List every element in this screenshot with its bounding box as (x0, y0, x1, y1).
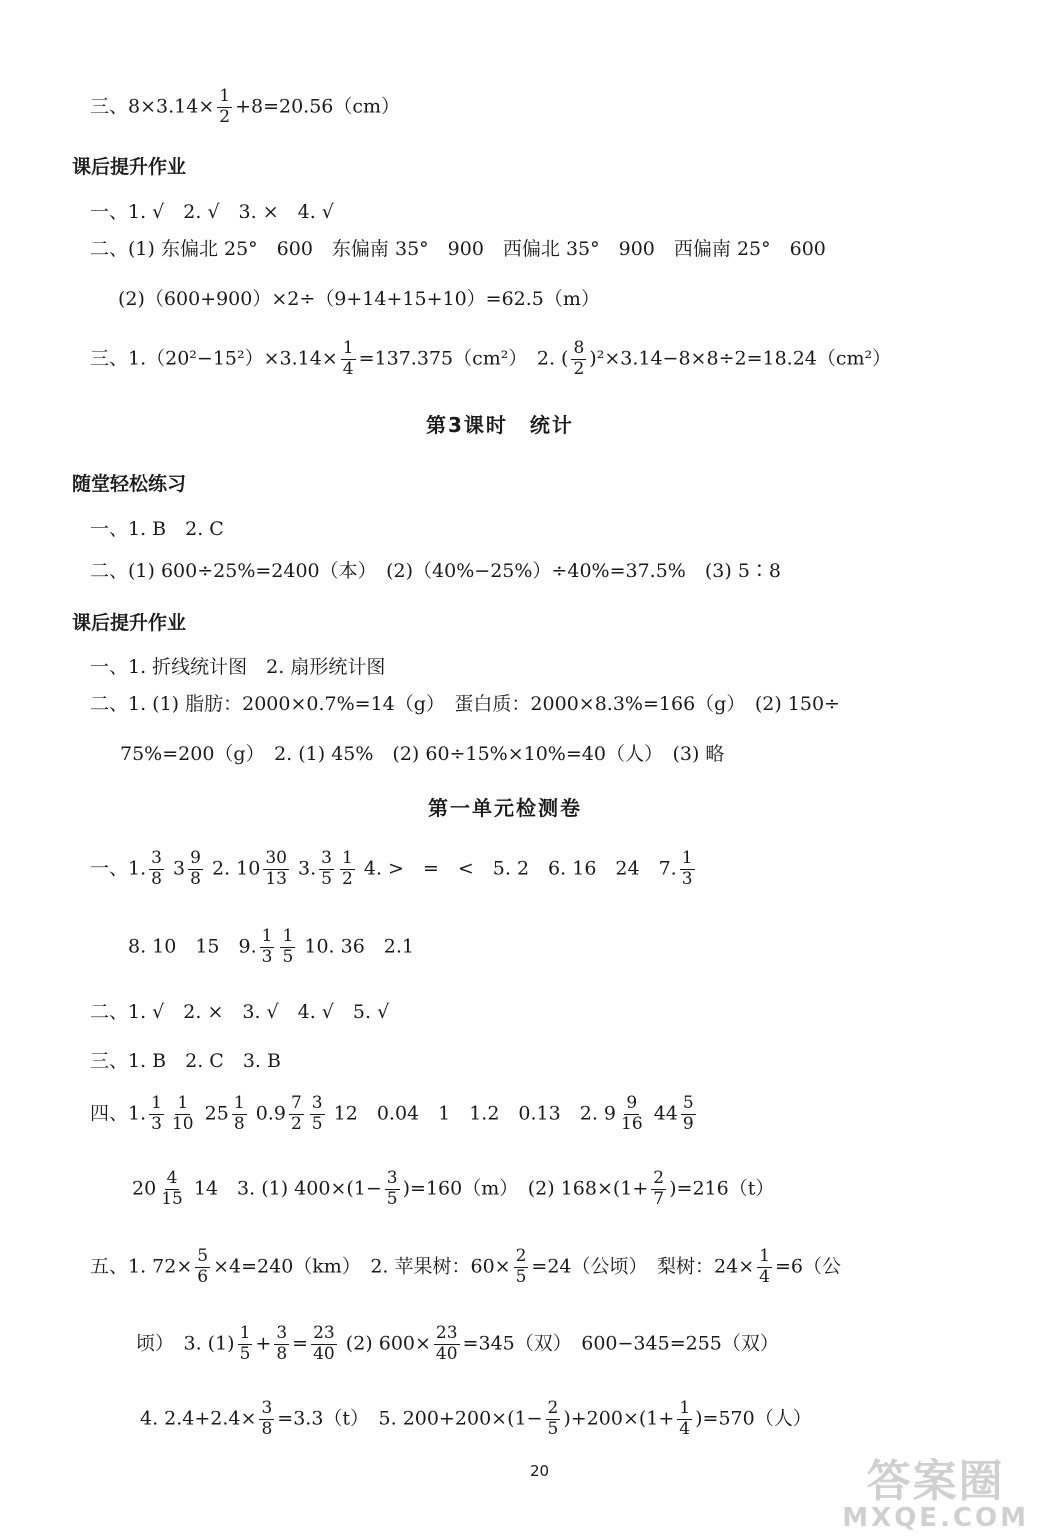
fraction: $\frac{3}{5}$ (321, 848, 332, 889)
fraction: $\frac{5}{9}$ (682, 1093, 694, 1134)
fraction: $\frac{1}{5}$ (282, 926, 294, 967)
answer-line: 4. 2.4+2.4× $\frac{3}{8}$ =3.3（t） 5. 200+200×(1− $\frac{2}{5}$ )+200×(1+ $\frac{1}{4}$ )=570（人） (140, 1398, 812, 1439)
fraction: $\frac{3}{8}$ (151, 848, 162, 889)
fraction: $\frac{1}{2}$ (219, 86, 231, 127)
fraction: $\frac{7}{2}$ (290, 1093, 302, 1134)
answer-line: 五、1. 72× $\frac{5}{6}$ ×4=240（km） 2. 苹果树：60× $\frac{2}{5}$ =24（公顷） 梨树：24× $\frac{1}{4}$ =6（公 (90, 1246, 841, 1287)
fraction: $\frac{2}{5}$ (547, 1398, 559, 1439)
test-title: 第一单元检测卷 (428, 796, 582, 820)
page-number: 20 (530, 1462, 550, 1480)
answer-line: (2)（600+900）×2÷（9+14+15+10）=62.5（m） (118, 288, 600, 310)
fraction: $\frac{23}{40}$ (313, 1323, 335, 1364)
fraction: $\frac{23}{40}$ (435, 1323, 458, 1364)
fraction: $\frac{1}{4}$ (342, 338, 354, 379)
fraction: $\frac{1}{3}$ (261, 926, 273, 967)
fraction: $\frac{1}{5}$ (239, 1323, 251, 1364)
fraction: $\frac{3}{5}$ (386, 1168, 398, 1209)
fraction: $\frac{1}{4}$ (679, 1398, 691, 1439)
fraction: $\frac{8}{2}$ (573, 338, 585, 379)
fraction: $\frac{1}{3}$ (681, 848, 693, 889)
fraction: $\frac{1}{3}$ (151, 1093, 162, 1134)
section-heading: 随堂轻松练习 (72, 473, 187, 495)
section-heading: 课后提升作业 (72, 612, 187, 634)
fraction: $\frac{5}{6}$ (197, 1246, 209, 1287)
fraction: $\frac{1}{10}$ (171, 1093, 194, 1134)
answer-line: 三、1. B 2. C 3. B (90, 1050, 281, 1072)
answer-line: 二、(1) 600÷25%=2400（本） (2)（40%−25%）÷40%=37.5% (3) 5∶8 (90, 560, 781, 582)
fraction: $\frac{4}{15}$ (161, 1168, 183, 1209)
answer-line: 8. 10 15 9. $\frac{1}{3}$ $\frac{1}{5}$ 10. 36 2.1 (128, 926, 415, 967)
answer-line-3: 三、8×3.14× $\frac{1}{2}$ +8=20.56（cm） (90, 86, 401, 127)
fraction: $\frac{3}{5}$ (311, 1093, 323, 1134)
answer-line: 三、1.（20²−15²）×3.14× $\frac{1}{4}$ =137.375（cm²） 2. ( $\frac{8}{2}$ )²×3.14−8×8÷2=18.24（cm²） (90, 338, 892, 379)
fraction: $\frac{9}{8}$ (190, 848, 201, 889)
lesson-title: 第3课时 统计 (426, 413, 574, 437)
answer-line: 一、1. $\frac{3}{8}$ 3 $\frac{9}{8}$ 2. 10 $\frac{30}{13}$ 3. $\frac{3}{5}$ $\frac{1}{2}$ 4. > = < 5. 2 6. 16 24 7. $\frac{1}{3}$ (90, 848, 693, 889)
answer-line: 二、1. (1) 脂肪：2000×0.7%=14（g） 蛋白质：2000×8.3%=166（g） (2) 150÷ (90, 693, 840, 715)
watermark-logo: 答案圈 MXQE.COM (842, 1455, 1029, 1533)
answer-line: 75%=200（g） 2. (1) 45% (2) 60÷15%×10%=40（人） (3) 略 (120, 743, 725, 765)
fraction: $\frac{30}{13}$ (265, 848, 287, 889)
answer-line: 四、1. $\frac{1}{3}$ $\frac{1}{10}$ 25 $\frac{1}{8}$ 0.9 $\frac{7}{2}$ $\frac{3}{5}$ 12 0.04 1 1.2 0.13 2. 9 $\frac{9}{16}$ 44 $\frac{5}{9}$ (90, 1093, 694, 1134)
fraction: $\frac{1}{8}$ (233, 1093, 245, 1134)
fraction: $\frac{2}{7}$ (653, 1168, 665, 1209)
fraction: $\frac{9}{16}$ (621, 1093, 643, 1134)
answer-line: 一、1. √ 2. √ 3. × 4. √ (90, 201, 334, 223)
section-heading: 课后提升作业 (72, 156, 187, 178)
fraction: $\frac{2}{5}$ (515, 1246, 527, 1287)
fraction: $\frac{1}{4}$ (759, 1246, 770, 1287)
fraction: $\frac{1}{2}$ (342, 848, 353, 889)
answer-line: 20 $\frac{4}{15}$ 14 3. (1) 400×(1− $\frac{3}{5}$ )=160（m） (2) 168×(1+ $\frac{2}{7}$ )=216（t） (132, 1168, 775, 1209)
fraction: $\frac{3}{8}$ (276, 1323, 288, 1364)
fraction: $\frac{3}{8}$ (261, 1398, 273, 1439)
answer-line: 二、1. √ 2. × 3. √ 4. √ 5. √ (90, 1001, 390, 1023)
answer-line: 一、1. B 2. C (90, 518, 224, 540)
answer-line: 一、1. 折线统计图 2. 扇形统计图 (90, 656, 386, 678)
answer-line: 二、(1) 东偏北 25° 600 东偏南 35° 900 西偏北 35° 900 西偏南 25° 600 (90, 238, 826, 260)
answer-line: 顷） 3. (1) $\frac{1}{5}$ + $\frac{3}{8}$ = $\frac{23}{40}$ (2) 600× $\frac{23}{40}$ =345（双） 600−345=255（双） (136, 1323, 779, 1364)
